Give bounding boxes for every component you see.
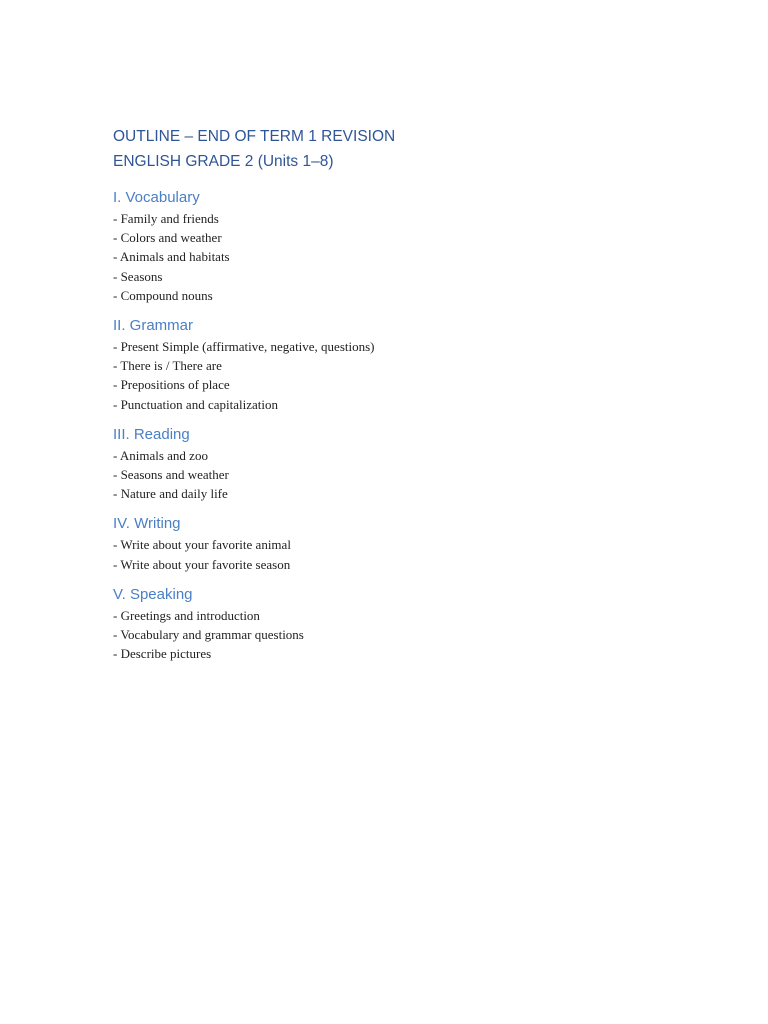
list-item: - Prepositions of place bbox=[113, 377, 230, 393]
list-item: - Family and friends bbox=[113, 211, 219, 226]
list-item: - Describe pictures bbox=[113, 646, 212, 662]
section-heading: IV. Writing bbox=[113, 515, 181, 533]
list-item: - Colors and weather bbox=[113, 230, 222, 246]
list-item: - Vocabulary and grammar questions bbox=[113, 627, 304, 643]
section-heading: V. Speaking bbox=[113, 585, 193, 603]
list-item: - Present Simple (affirmative, negative, questions) bbox=[113, 339, 375, 355]
list-item: - There is / There are bbox=[113, 358, 222, 374]
section-grammar bbox=[113, 316, 713, 414]
section-heading: I. Vocabulary bbox=[113, 189, 200, 206]
list-item: - Punctuation and capitalization bbox=[113, 396, 278, 412]
list-item: - Animals and zoo bbox=[113, 447, 208, 463]
list-item: - Nature and daily life bbox=[113, 486, 228, 502]
document-title-line-1: OUTLINE – END OF TERM 1 REVISION bbox=[113, 128, 396, 145]
list-item: - Seasons and weather bbox=[113, 467, 229, 483]
list-item: - Greetings and introduction bbox=[113, 607, 260, 623]
list-item: - Write about your favorite animal bbox=[113, 537, 291, 553]
section-reading bbox=[113, 425, 713, 504]
list-item: - Compound nouns bbox=[113, 287, 213, 303]
section-writing bbox=[113, 514, 713, 573]
section-heading: II. Grammar bbox=[113, 317, 194, 335]
list-item: - Seasons bbox=[113, 268, 163, 284]
list-item: - Write about your favorite season bbox=[113, 556, 291, 572]
section-heading: III. Reading bbox=[113, 425, 190, 443]
document-page bbox=[113, 124, 713, 663]
document-title-line-2: ENGLISH GRADE 2 (Units 1–8) bbox=[113, 153, 334, 170]
list-item: - Animals and habitats bbox=[113, 249, 230, 265]
section-speaking bbox=[113, 585, 713, 664]
section-vocabulary bbox=[113, 188, 713, 305]
